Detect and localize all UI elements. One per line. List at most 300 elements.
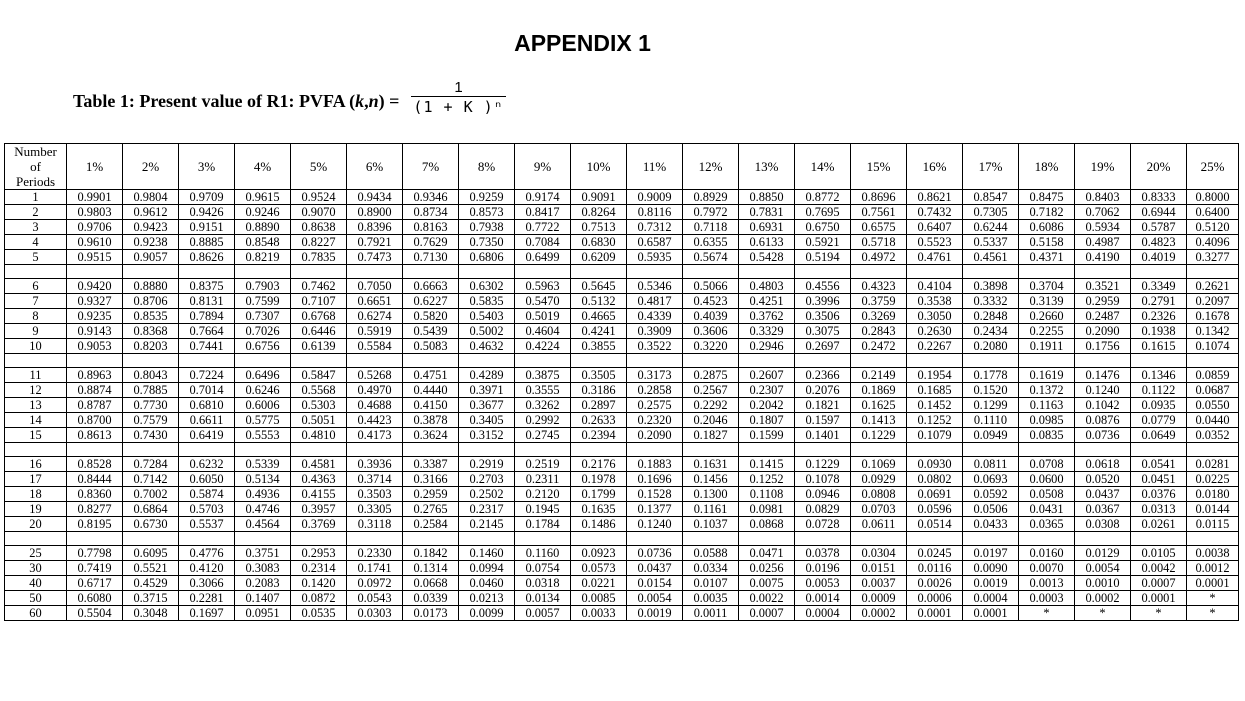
factor-cell: 0.6931: [739, 220, 795, 235]
factor-cell: 0.0693: [963, 472, 1019, 487]
factor-cell: 0.9259: [459, 190, 515, 205]
table-row: [5, 472, 1239, 487]
factor-cell: 0.1807: [739, 413, 795, 428]
factor-cell: 0.7730: [123, 398, 179, 413]
factor-cell: 0.4251: [739, 294, 795, 309]
factor-cell: 0.6244: [963, 220, 1019, 235]
factor-cell: 0.1300: [683, 487, 739, 502]
factor-cell: 0.6756: [235, 339, 291, 354]
factor-cell: 0.9327: [67, 294, 123, 309]
table-row: [5, 339, 1239, 354]
factor-cell: 0.5835: [459, 294, 515, 309]
factor-cell: 0.6274: [347, 309, 403, 324]
empty-cell: [515, 443, 571, 457]
factor-cell: 0.9070: [291, 205, 347, 220]
factor-cell: 0.3048: [123, 606, 179, 621]
factor-cell: 0.5019: [515, 309, 571, 324]
factor-cell: 0.4761: [907, 250, 963, 265]
factor-cell: 0.5674: [683, 250, 739, 265]
factor-cell: 0.4371: [1019, 250, 1075, 265]
table-row: [5, 591, 1239, 606]
factor-cell: 0.0808: [851, 487, 907, 502]
factor-cell: 0.7938: [459, 220, 515, 235]
factor-cell: 0.0835: [1019, 428, 1075, 443]
factor-cell: 0.6355: [683, 235, 739, 250]
factor-cell: 0.7142: [123, 472, 179, 487]
factor-cell: 0.2703: [459, 472, 515, 487]
factor-cell: 0.8638: [291, 220, 347, 235]
empty-cell: [627, 443, 683, 457]
factor-cell: 0.9246: [235, 205, 291, 220]
factor-cell: 0.1619: [1019, 368, 1075, 383]
rate-column-header: 13%: [739, 144, 795, 190]
factor-cell: 0.4039: [683, 309, 739, 324]
factor-cell: 0.0099: [459, 606, 515, 621]
factor-cell: 0.1756: [1075, 339, 1131, 354]
factor-cell: 0.0433: [963, 517, 1019, 532]
factor-cell: 0.7312: [627, 220, 683, 235]
factor-cell: 0.1299: [963, 398, 1019, 413]
factor-cell: 0.3262: [515, 398, 571, 413]
factor-cell: 0.0144: [1187, 502, 1239, 517]
factor-cell: 0.9420: [67, 279, 123, 294]
factor-cell: 0.3762: [739, 309, 795, 324]
factor-cell: 0.5537: [179, 517, 235, 532]
factor-cell: 0.1456: [683, 472, 739, 487]
factor-cell: 0.1229: [795, 457, 851, 472]
factor-cell: 0.3505: [571, 368, 627, 383]
factor-cell: 0.2090: [1075, 324, 1131, 339]
group-spacer-row: [5, 443, 1239, 457]
group-spacer-row: [5, 354, 1239, 368]
factor-cell: 0.3329: [739, 324, 795, 339]
factor-cell: 0.4776: [179, 546, 235, 561]
factor-cell: 0.2149: [851, 368, 907, 383]
table-row: [5, 235, 1239, 250]
period-cell: 12: [5, 383, 67, 398]
factor-cell: 0.8696: [851, 190, 907, 205]
factor-cell: 0.6768: [291, 309, 347, 324]
factor-cell: 0.2697: [795, 339, 851, 354]
factor-cell: 0.0829: [795, 502, 851, 517]
rate-column-header: 17%: [963, 144, 1019, 190]
factor-cell: 0.4523: [683, 294, 739, 309]
factor-cell: 0.0923: [571, 546, 627, 561]
factor-cell: 0.0985: [1019, 413, 1075, 428]
empty-cell: [1187, 265, 1239, 279]
factor-cell: 0.3387: [403, 457, 459, 472]
factor-cell: 0.0196: [795, 561, 851, 576]
factor-cell: 0.1615: [1131, 339, 1187, 354]
factor-cell: 0.0007: [739, 606, 795, 621]
table-row: [5, 487, 1239, 502]
factor-cell: 0.3521: [1075, 279, 1131, 294]
empty-cell: [1187, 354, 1239, 368]
factor-cell: 0.5504: [67, 606, 123, 621]
factor-cell: 0.1240: [627, 517, 683, 532]
factor-cell: 0.4339: [627, 309, 683, 324]
factor-cell: 0.4529: [123, 576, 179, 591]
factor-cell: 0.1945: [515, 502, 571, 517]
factor-cell: 0.0872: [291, 591, 347, 606]
factor-cell: 0.1407: [235, 591, 291, 606]
factor-cell: 0.0736: [1075, 428, 1131, 443]
factor-cell: 0.1160: [515, 546, 571, 561]
factor-cell: 0.8203: [123, 339, 179, 354]
factor-cell: 0.0611: [851, 517, 907, 532]
factor-cell: 0.8368: [123, 324, 179, 339]
rate-column-header: 14%: [795, 144, 851, 190]
factor-cell: 0.9426: [179, 205, 235, 220]
formula-denominator: (1 + K )ⁿ: [413, 98, 504, 116]
factor-cell: 0.7118: [683, 220, 739, 235]
factor-cell: 0.6663: [403, 279, 459, 294]
table-row: [5, 561, 1239, 576]
factor-cell: 0.1108: [739, 487, 795, 502]
factor-cell: 0.6446: [291, 324, 347, 339]
table-row: [5, 220, 1239, 235]
factor-cell: 0.6400: [1187, 205, 1239, 220]
factor-cell: 0.0876: [1075, 413, 1131, 428]
factor-cell: 0.2858: [627, 383, 683, 398]
factor-cell: 0.0868: [739, 517, 795, 532]
empty-cell: [1075, 532, 1131, 546]
factor-cell: 0.1460: [459, 546, 515, 561]
factor-cell: 0.4810: [291, 428, 347, 443]
factor-cell: 0.0304: [851, 546, 907, 561]
factor-cell: 0.3186: [571, 383, 627, 398]
factor-cell: 0.1597: [795, 413, 851, 428]
factor-cell: 0.9612: [123, 205, 179, 220]
factor-cell: 0.8880: [123, 279, 179, 294]
factor-cell: 0.8772: [795, 190, 851, 205]
factor-cell: 0.0129: [1075, 546, 1131, 561]
factor-cell: 0.0535: [291, 606, 347, 621]
factor-cell: 0.0006: [907, 591, 963, 606]
factor-cell: 0.1122: [1131, 383, 1187, 398]
rate-column-header: 2%: [123, 144, 179, 190]
factor-cell: 0.6587: [627, 235, 683, 250]
factor-cell: 0.0007: [1131, 576, 1187, 591]
factor-cell: 0.1079: [907, 428, 963, 443]
factor-cell: 0.9091: [571, 190, 627, 205]
factor-cell: 0.0668: [403, 576, 459, 591]
factor-cell: 0.6810: [179, 398, 235, 413]
factor-cell: 0.0042: [1131, 561, 1187, 576]
factor-cell: 0.2145: [459, 517, 515, 532]
factor-cell: 0.6232: [179, 457, 235, 472]
factor-cell: 0.1978: [571, 472, 627, 487]
factor-cell: 0.2314: [291, 561, 347, 576]
factor-cell: 0.7224: [179, 368, 235, 383]
factor-cell: 0.2660: [1019, 309, 1075, 324]
factor-cell: 0.0431: [1019, 502, 1075, 517]
factor-cell: 0.6830: [571, 235, 627, 250]
factor-cell: 0.0245: [907, 546, 963, 561]
factor-cell: 0.8396: [347, 220, 403, 235]
empty-cell: [403, 443, 459, 457]
factor-cell: 0.7579: [123, 413, 179, 428]
factor-cell: 0.2176: [571, 457, 627, 472]
factor-cell: 0.0001: [907, 606, 963, 621]
table-header-row: [5, 144, 1239, 190]
factor-cell: 0.4440: [403, 383, 459, 398]
factor-cell: 0.4688: [347, 398, 403, 413]
factor-cell: 0.2330: [347, 546, 403, 561]
factor-cell: 0.2946: [739, 339, 795, 354]
factor-cell: 0.0352: [1187, 428, 1239, 443]
rate-column-header: 8%: [459, 144, 515, 190]
empty-cell: [459, 265, 515, 279]
factor-cell: 0.7305: [963, 205, 1019, 220]
factor-cell: 0.7831: [739, 205, 795, 220]
factor-cell: 0.3220: [683, 339, 739, 354]
factor-cell: 0.1599: [739, 428, 795, 443]
factor-cell: 0.1342: [1187, 324, 1239, 339]
table-row: [5, 294, 1239, 309]
caption-text: Table 1: Present value of R1: PVFA (k,n) =: [73, 90, 400, 111]
factor-cell: 0.0930: [907, 457, 963, 472]
rate-column-header: 15%: [851, 144, 907, 190]
factor-cell: 0.3996: [795, 294, 851, 309]
factor-cell: 0.5470: [515, 294, 571, 309]
factor-cell: 0.0728: [795, 517, 851, 532]
period-cell: 17: [5, 472, 67, 487]
factor-cell: 0.2090: [627, 428, 683, 443]
factor-cell: 0.4604: [515, 324, 571, 339]
factor-cell: 0.2120: [515, 487, 571, 502]
table-row: [5, 576, 1239, 591]
factor-cell: 0.3405: [459, 413, 515, 428]
empty-cell: [963, 443, 1019, 457]
factor-cell: 0.1954: [907, 368, 963, 383]
factor-cell: 0.4632: [459, 339, 515, 354]
factor-cell: 0.2267: [907, 339, 963, 354]
empty-cell: [683, 443, 739, 457]
factor-cell: 0.7350: [459, 235, 515, 250]
factor-cell: 0.8403: [1075, 190, 1131, 205]
factor-cell: 0.5403: [459, 309, 515, 324]
factor-cell: 0.1486: [571, 517, 627, 532]
factor-cell: 0.8573: [459, 205, 515, 220]
factor-cell: 0.4104: [907, 279, 963, 294]
factor-cell: 0.0935: [1131, 398, 1187, 413]
empty-cell: [459, 354, 515, 368]
factor-cell: 0.6209: [571, 250, 627, 265]
factor-cell: 0.5553: [235, 428, 291, 443]
factor-cell: 0.0859: [1187, 368, 1239, 383]
factor-cell: 0.7885: [123, 383, 179, 398]
factor-cell: 0.6717: [67, 576, 123, 591]
factor-cell: 0.0033: [571, 606, 627, 621]
empty-cell: [347, 443, 403, 457]
empty-cell: [515, 265, 571, 279]
factor-cell: 0.9803: [67, 205, 123, 220]
factor-cell: 0.8706: [123, 294, 179, 309]
factor-cell: 0.0002: [851, 606, 907, 621]
factor-cell: 0.9009: [627, 190, 683, 205]
factor-cell: 0.1074: [1187, 339, 1239, 354]
factor-cell: 0.0019: [627, 606, 683, 621]
empty-cell: [123, 443, 179, 457]
factor-cell: 0.0010: [1075, 576, 1131, 591]
period-cell: 9: [5, 324, 67, 339]
factor-cell: 0.6419: [179, 428, 235, 443]
table-row: [5, 309, 1239, 324]
factor-cell: 0.6006: [235, 398, 291, 413]
period-cell: 11: [5, 368, 67, 383]
factor-cell: 0.0281: [1187, 457, 1239, 472]
period-cell: 18: [5, 487, 67, 502]
factor-cell: 0.7002: [123, 487, 179, 502]
period-cell: 5: [5, 250, 67, 265]
factor-cell: 0.7307: [235, 309, 291, 324]
factor-cell: 0.2765: [403, 502, 459, 517]
factor-cell: 0.7084: [515, 235, 571, 250]
empty-cell: [739, 443, 795, 457]
factor-cell: 0.0802: [907, 472, 963, 487]
factor-cell: 0.6246: [235, 383, 291, 398]
factor-cell: 0.6730: [123, 517, 179, 532]
factor-cell: 0.0213: [459, 591, 515, 606]
factor-cell: 0.3173: [627, 368, 683, 383]
factor-cell: 0.1869: [851, 383, 907, 398]
rate-column-header: 5%: [291, 144, 347, 190]
factor-cell: 0.3152: [459, 428, 515, 443]
factor-cell: 0.1252: [739, 472, 795, 487]
factor-cell: 0.1911: [1019, 339, 1075, 354]
factor-cell: 0.6575: [851, 220, 907, 235]
empty-cell: [683, 532, 739, 546]
factor-cell: 0.7182: [1019, 205, 1075, 220]
factor-cell: 0.8195: [67, 517, 123, 532]
factor-cell: 0.0596: [907, 502, 963, 517]
factor-cell: 0.9174: [515, 190, 571, 205]
factor-cell: 0.1229: [851, 428, 907, 443]
factor-cell: 0.2959: [1075, 294, 1131, 309]
factor-cell: 0.9238: [123, 235, 179, 250]
factor-cell: 0.0378: [795, 546, 851, 561]
factor-cell: 0.0261: [1131, 517, 1187, 532]
factor-cell: 0.3506: [795, 309, 851, 324]
factor-cell: 0.0460: [459, 576, 515, 591]
factor-cell: 0.4120: [179, 561, 235, 576]
factor-cell: 0.3050: [907, 309, 963, 324]
empty-cell: [179, 532, 235, 546]
factor-cell: 0.3555: [515, 383, 571, 398]
factor-cell: 0.2953: [291, 546, 347, 561]
factor-cell: 0.0573: [571, 561, 627, 576]
factor-cell: 0.2281: [179, 591, 235, 606]
factor-cell: 0.3704: [1019, 279, 1075, 294]
empty-cell: [1187, 443, 1239, 457]
factor-cell: 0.9524: [291, 190, 347, 205]
factor-cell: 0.3066: [179, 576, 235, 591]
factor-cell: 0.0054: [627, 591, 683, 606]
empty-cell: [515, 532, 571, 546]
factor-cell: 0.2567: [683, 383, 739, 398]
period-cell: 10: [5, 339, 67, 354]
factor-cell: 0.2042: [739, 398, 795, 413]
factor-cell: 0.2080: [963, 339, 1019, 354]
factor-cell: 0.8277: [67, 502, 123, 517]
factor-cell: 0.8417: [515, 205, 571, 220]
factor-cell: 0.0014: [795, 591, 851, 606]
factor-cell: 0.4581: [291, 457, 347, 472]
rate-column-header: 12%: [683, 144, 739, 190]
factor-cell: 0.9423: [123, 220, 179, 235]
factor-cell: 0.0105: [1131, 546, 1187, 561]
period-cell: 6: [5, 279, 67, 294]
factor-cell: 0.0687: [1187, 383, 1239, 398]
empty-cell: [179, 354, 235, 368]
factor-cell: 0.7441: [179, 339, 235, 354]
factor-cell: 0.1037: [683, 517, 739, 532]
factor-cell: 0.7798: [67, 546, 123, 561]
factor-cell: *: [1187, 606, 1239, 621]
rate-column-header: 4%: [235, 144, 291, 190]
empty-cell: [403, 265, 459, 279]
table-row: [5, 383, 1239, 398]
factor-cell: 0.2621: [1187, 279, 1239, 294]
factor-cell: 0.8885: [179, 235, 235, 250]
factor-cell: 0.9235: [67, 309, 123, 324]
factor-cell: 0.5703: [179, 502, 235, 517]
factor-cell: 0.5775: [235, 413, 291, 428]
factor-cell: 0.4972: [851, 250, 907, 265]
factor-cell: 0.4224: [515, 339, 571, 354]
empty-cell: [1131, 532, 1187, 546]
factor-cell: 0.0004: [795, 606, 851, 621]
factor-cell: 0.6750: [795, 220, 851, 235]
factor-cell: 0.5134: [235, 472, 291, 487]
factor-cell: 0.2992: [515, 413, 571, 428]
factor-cell: 0.8163: [403, 220, 459, 235]
empty-cell: [795, 354, 851, 368]
factor-cell: 0.1240: [1075, 383, 1131, 398]
factor-cell: 0.5268: [347, 368, 403, 383]
empty-cell: [5, 532, 67, 546]
period-cell: 25: [5, 546, 67, 561]
factor-cell: 0.2630: [907, 324, 963, 339]
factor-cell: 0.1314: [403, 561, 459, 576]
empty-cell: [123, 265, 179, 279]
factor-cell: 0.8264: [571, 205, 627, 220]
factor-cell: 0.3769: [291, 517, 347, 532]
empty-cell: [1187, 532, 1239, 546]
empty-cell: [459, 443, 515, 457]
factor-cell: 0.1415: [739, 457, 795, 472]
factor-cell: 0.1938: [1131, 324, 1187, 339]
table-row: [5, 250, 1239, 265]
empty-cell: [627, 265, 683, 279]
empty-cell: [1131, 354, 1187, 368]
factor-cell: 0.9143: [67, 324, 123, 339]
period-cell: 8: [5, 309, 67, 324]
factor-cell: 0.6651: [347, 294, 403, 309]
factor-cell: 0.9346: [403, 190, 459, 205]
factor-cell: 0.1110: [963, 413, 1019, 428]
factor-cell: 0.6095: [123, 546, 179, 561]
factor-cell: 0.1631: [683, 457, 739, 472]
factor-cell: 0.8874: [67, 383, 123, 398]
factor-cell: 0.4019: [1131, 250, 1187, 265]
factor-cell: 0.5337: [963, 235, 1019, 250]
factor-cell: 0.0107: [683, 576, 739, 591]
factor-cell: 0.4751: [403, 368, 459, 383]
empty-cell: [1019, 265, 1075, 279]
factor-cell: 0.3269: [851, 309, 907, 324]
